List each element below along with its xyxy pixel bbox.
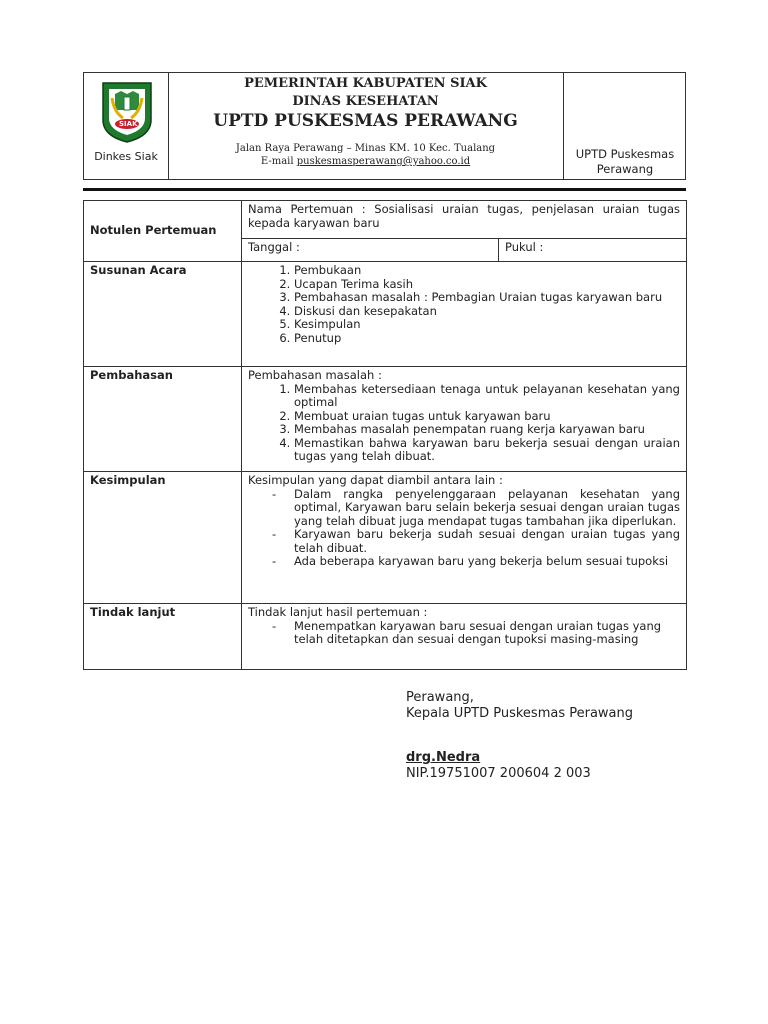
email-label: E-mail	[260, 156, 297, 167]
table-row	[84, 201, 687, 239]
notulen-label: Notulen Pertemuan	[84, 201, 242, 262]
tindak-intro: Tindak lanjut hasil pertemuan :	[248, 605, 428, 619]
minutes-table	[83, 200, 687, 670]
list-item: 3. Membahas masalah penempatan ruang kerja karyawan baru	[294, 423, 680, 437]
tanggal-field: Tanggal :	[242, 239, 499, 262]
list-item: 3. Pembahasan masalah : Pembagian Uraian tugas karyawan baru	[294, 291, 680, 305]
pembahasan-intro: Pembahasan masalah :	[248, 368, 382, 382]
page-title: UPTD PUSKESMAS PERAWANG	[213, 111, 518, 131]
tindak-list	[248, 620, 680, 647]
list-item: 1. Membahas ketersediaan tenaga untuk pelayanan kesehatan yang optimal	[294, 383, 680, 410]
logo-caption: Dinkes Siak	[94, 150, 158, 163]
table-row	[84, 367, 687, 472]
list-item: 6. Penutup	[294, 332, 680, 346]
right-line-2: Perawang	[596, 162, 654, 176]
kesimpulan-list	[248, 488, 680, 569]
susunan-list	[248, 264, 680, 345]
kesimpulan-content	[242, 472, 687, 604]
right-cell	[563, 73, 686, 179]
signature-name: drg.Nedra	[406, 750, 481, 765]
list-item: 2. Membuat uraian tugas untuk karyawan baru	[294, 410, 680, 424]
table-row	[84, 472, 687, 604]
list-item: - Ada beberapa karyawan baru yang bekerja belum sesuai tupoksi	[294, 555, 680, 569]
letterhead	[83, 72, 686, 180]
list-item: 1. Pembukaan	[294, 264, 680, 278]
email-line	[168, 156, 563, 167]
list-item: 4. Diskusi dan kesepakatan	[294, 305, 680, 319]
pembahasan-content	[242, 367, 687, 472]
logo-cell	[84, 73, 169, 179]
list-item: - Karyawan baru bekerja sudah sesuai dengan uraian tugas yang telah dibuat.	[294, 528, 680, 555]
nama-pertemuan: Nama Pertemuan : Sosialisasi uraian tugas, penjelasan uraian tugas kepada karyawan baru	[242, 201, 687, 239]
tindak-content	[242, 604, 687, 670]
signature-position: Kepala UPTD Puskesmas Perawang	[406, 706, 634, 721]
list-item: 4. Memastikan bahwa karyawan baru bekerja sesuai dengan uraian tugas yang telah dibuat.	[294, 437, 680, 464]
right-line-1: UPTD Puskesmas	[575, 147, 675, 161]
header-divider	[83, 188, 686, 191]
susunan-label: Susunan Acara	[84, 262, 242, 367]
list-item: - Dalam rangka penyelenggaraan pelayanan kesehatan yang optimal, Karyawan baru selain bekerja sesuai dengan uraian tugas yang telah dibuat juga mendapat tugas tambahan jika diperlukan.	[294, 488, 680, 529]
gov-line-1: PEMERINTAH KABUPATEN SIAK	[244, 76, 487, 91]
pukul-field: Pukul :	[499, 239, 687, 262]
tindak-label: Tindak lanjut	[84, 604, 242, 670]
list-item: - Menempatkan karyawan baru sesuai dengan uraian tugas yang telah ditetapkan dan sesuai dengan tupoksi masing-masing	[294, 620, 680, 647]
pembahasan-list	[248, 383, 680, 464]
signature-nip: NIP.19751007 200604 2 003	[406, 766, 591, 781]
susunan-content	[242, 262, 687, 367]
pembahasan-label: Pembahasan	[84, 367, 242, 472]
kesimpulan-intro: Kesimpulan yang dapat diambil antara lain :	[248, 473, 503, 487]
signature-place: Perawang,	[406, 690, 474, 705]
table-row	[84, 262, 687, 367]
table-row	[84, 604, 687, 670]
kesimpulan-label: Kesimpulan	[84, 472, 242, 604]
list-item: 5. Kesimpulan	[294, 318, 680, 332]
gov-line-2: DINAS KESEHATAN	[292, 94, 439, 109]
list-item: 2. Ucapan Terima kasih	[294, 278, 680, 292]
logo-text: SIAK	[119, 120, 138, 128]
address: Jalan Raya Perawang – Minas KM. 10 Kec. Tualang	[235, 143, 496, 154]
siak-logo-icon	[99, 80, 155, 144]
email-link[interactable]: puskesmasperawang@yahoo.co.id	[296, 156, 471, 167]
